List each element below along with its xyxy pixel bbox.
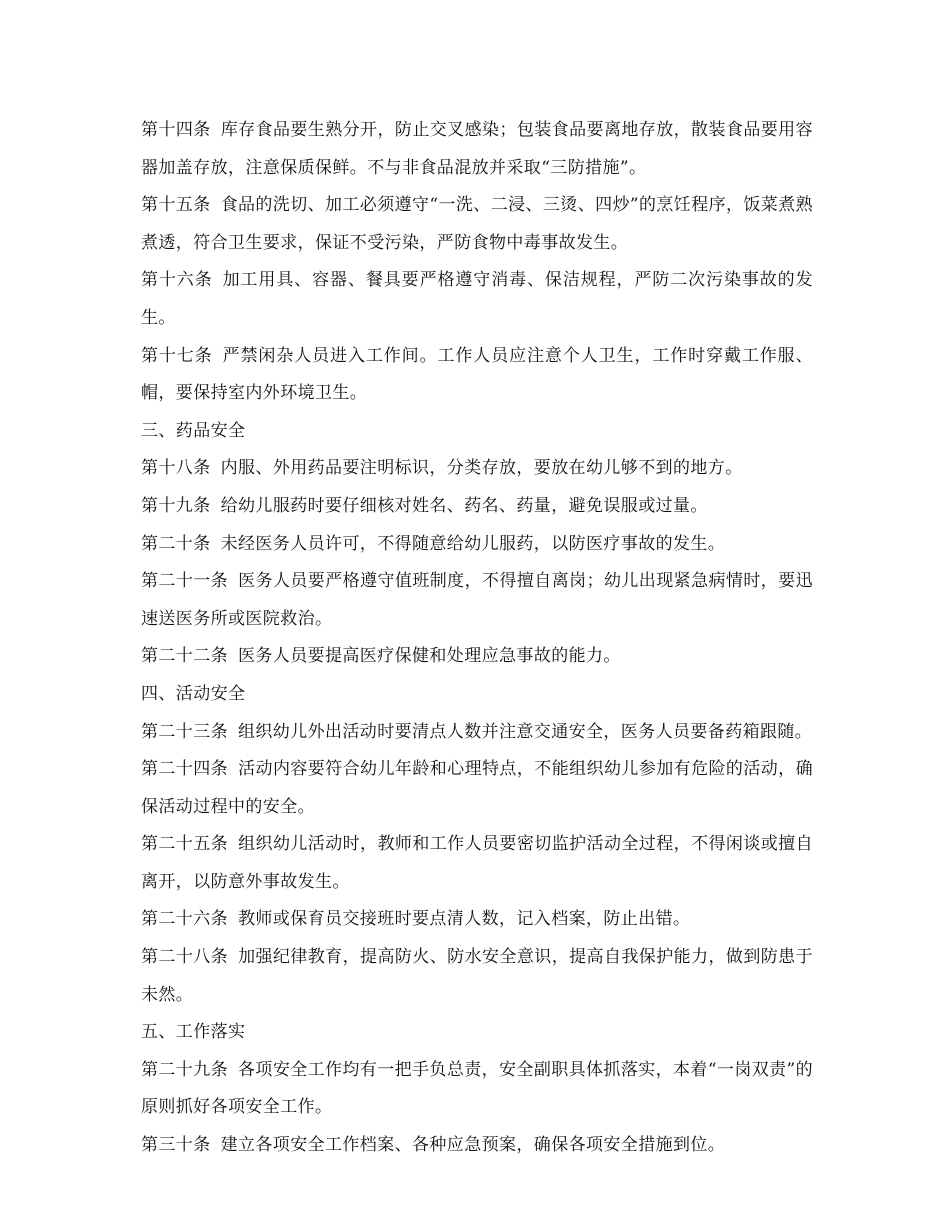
article-text: 内服、外用药品要注明标识，分类存放，要放在幼儿够不到的地方。 — [220, 458, 743, 479]
article-text: 医务人员要严格遵守值班制度，不得擅自离岗；幼儿出现紧急病情时，要迅速送医务所或医院救治。 — [141, 571, 813, 629]
article-14 — [141, 112, 813, 187]
article-text: 医务人员要提高医疗保健和处理应急事故的能力。 — [238, 646, 621, 667]
article-number: 第二十九条 — [141, 1059, 229, 1080]
article-number: 第二十一条 — [141, 571, 229, 592]
article-text: 加强纪律教育，提高防火、防水安全意识，提高自我保护能力，做到防患于未然。 — [141, 947, 813, 1005]
article-text: 未经医务人员许可，不得随意给幼儿服药，以防医疗事故的发生。 — [220, 533, 726, 554]
article-number: 第十九条 — [141, 495, 211, 516]
article-text: 教师或保育员交接班时要点清人数，记入档案，防止出错。 — [238, 909, 691, 930]
article-25 — [141, 826, 813, 901]
article-text: 组织幼儿活动时，教师和工作人员要密切监护活动全过程，不得闲谈或擅自离开，以防意外事故发生。 — [141, 834, 813, 892]
article-19 — [141, 488, 813, 526]
document-body — [141, 112, 813, 1165]
article-text: 给幼儿服药时要仔细核对姓名、药名、药量，避免误服或过量。 — [220, 495, 708, 516]
article-22 — [141, 638, 813, 676]
article-text: 库存食品要生熟分开，防止交叉感染；包装食品要离地存放，散装食品要用容器加盖存放，注意保质保鲜。不与非食品混放并采取“三防措施”。 — [141, 120, 813, 178]
article-text: 加工用具、容器、餐具要严格遵守消毒、保洁规程，严防二次污染事故的发生。 — [141, 270, 813, 328]
article-number: 第十七条 — [141, 345, 213, 366]
article-number: 第二十八条 — [141, 947, 229, 968]
article-26 — [141, 901, 813, 939]
article-15 — [141, 187, 813, 262]
section-heading-medicine: 三、药品安全 — [141, 420, 246, 441]
article-number: 第二十六条 — [141, 909, 228, 930]
article-text: 各项安全工作均有一把手负总责，安全副职具体抓落实，本着“一岗双责”的原则抓好各项安全工作。 — [141, 1059, 814, 1118]
article-number: 第三十条 — [141, 1135, 211, 1156]
article-number: 第二十五条 — [141, 834, 229, 855]
article-text: 建立各项安全工作档案、各种应急预案，确保各项安全措施到位。 — [220, 1135, 726, 1156]
article-30 — [141, 1127, 813, 1165]
article-29 — [141, 1052, 813, 1127]
article-number: 第十四条 — [141, 120, 211, 140]
article-number: 第十六条 — [141, 270, 213, 291]
article-text: 活动内容要符合幼儿年龄和心理特点，不能组织幼儿参加有危险的活动，确保活动过程中的安全。 — [141, 759, 813, 817]
article-text: 严禁闲杂人员进入工作间。工作人员应注意个人卫生，工作时穿戴工作服、帽，要保持室内外环境卫生。 — [141, 345, 813, 404]
section-heading-activity: 四、活动安全 — [141, 683, 246, 704]
article-number: 第十五条 — [141, 195, 211, 216]
article-17 — [141, 338, 813, 413]
article-number: 第十八条 — [141, 458, 211, 479]
article-text: 组织幼儿外出活动时要清点人数并注意交通安全，医务人员要备药箱跟随。 — [238, 721, 813, 742]
article-number: 第二十四条 — [141, 759, 229, 780]
article-24 — [141, 751, 813, 826]
article-23 — [141, 714, 813, 752]
article-number: 第二十二条 — [141, 646, 228, 667]
article-21 — [141, 563, 813, 638]
article-20 — [141, 526, 813, 564]
article-16 — [141, 262, 813, 337]
article-28 — [141, 939, 813, 1014]
article-18 — [141, 450, 813, 488]
article-number: 第二十三条 — [141, 721, 228, 742]
section-heading-implementation: 五、工作落实 — [141, 1022, 246, 1043]
article-text: 食品的洗切、加工必须遵守“一洗、二浸、三烫、四炒”的烹饪程序，饭菜煮熟煮透，符合卫生要求，保证不受污染，严防食物中毒事故发生。 — [141, 195, 813, 253]
article-number: 第二十条 — [141, 533, 211, 554]
